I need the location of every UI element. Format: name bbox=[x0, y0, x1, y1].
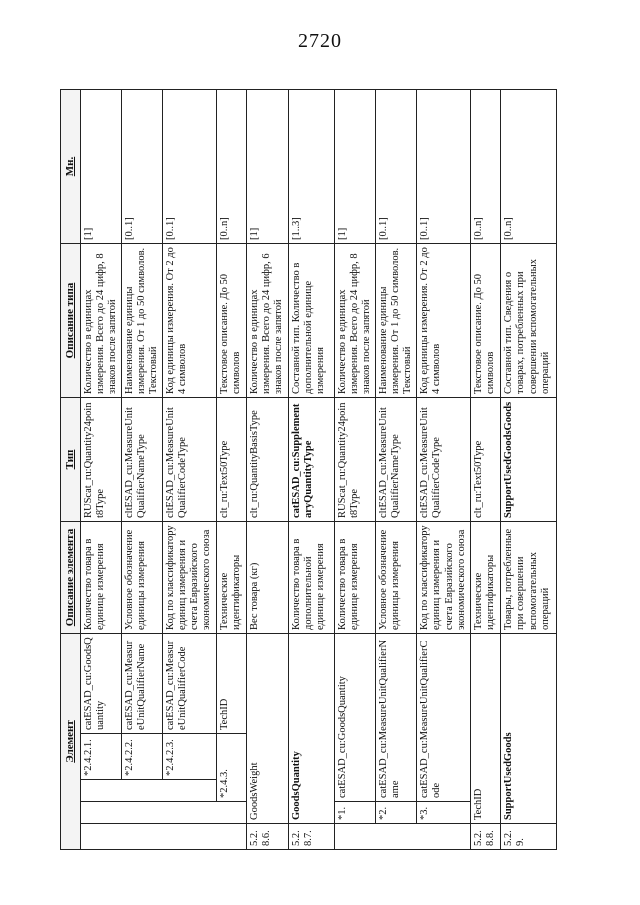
type-name: RUScat_ru:Quantity24point8Type bbox=[335, 398, 376, 522]
type-description: Наименование единицы измерения. От 1 до 50 символов. Текстовый bbox=[376, 244, 417, 398]
element-code: *1. bbox=[335, 802, 376, 824]
header-element: Элемент bbox=[61, 634, 81, 850]
type-name: clt_ru:QuantityBasisType bbox=[247, 398, 289, 522]
type-name: cltESAD_cu:MeasureUnitQualifierNameType bbox=[376, 398, 417, 522]
multiplicity: [1] bbox=[247, 90, 289, 244]
element-description: Вес товара (кг) bbox=[247, 522, 289, 634]
type-description: Количество в единицах измерения. Всего до 24 цифр, 6 знаков после запятой bbox=[247, 244, 289, 398]
element-name: catESAD_cu:MeasureUnitQualifierCode bbox=[417, 634, 471, 802]
element-code: *2.4.2.3. bbox=[163, 734, 217, 780]
element-name: catESAD_cu:MeasureUnitQualifierName bbox=[121, 634, 162, 734]
element-name: TechID bbox=[471, 634, 501, 824]
rotated-table-area bbox=[60, 90, 551, 850]
table-row bbox=[80, 90, 121, 850]
element-name: catESAD_cu:GoodsQuantity bbox=[80, 634, 121, 734]
table-row bbox=[471, 90, 501, 850]
type-description: Количество в единицах измерения. Всего до 24 цифр, 8 знаков после запятой bbox=[335, 244, 376, 398]
element-description: Условное обозначение единицы измерения bbox=[376, 522, 417, 634]
type-name: catESAD_cu:SupplementaryQuantityType bbox=[289, 398, 335, 522]
type-description: Составной тип. Количество в дополнительной единице измерения bbox=[289, 244, 335, 398]
table-row bbox=[217, 90, 247, 850]
element-name: GoodsWeight bbox=[247, 634, 289, 824]
type-description: Текстовое описание. До 50 символов bbox=[217, 244, 247, 398]
element-code: *2.4.2.2. bbox=[121, 734, 162, 780]
element-description: Условное обозначение единицы измерения bbox=[121, 522, 162, 634]
type-name: clt_ru:Text50Type bbox=[471, 398, 501, 522]
table-row bbox=[376, 90, 417, 850]
table-row bbox=[501, 90, 557, 850]
type-description: Составной тип. Сведения о товарах, потребленных при совершении вспомогательных операций bbox=[501, 244, 557, 398]
type-description: Наименование единицы измерения. От 1 до 50 символов. Текстовый bbox=[121, 244, 162, 398]
multiplicity: [0..1] bbox=[163, 90, 217, 244]
element-description: Количество товара в единице измерения bbox=[80, 522, 121, 634]
element-name: catESAD_cu:MeasureUnitQualifierCode bbox=[163, 634, 217, 734]
multiplicity: [0..n] bbox=[501, 90, 557, 244]
element-code: 5.2.8.7. bbox=[289, 824, 335, 850]
element-code: *3. bbox=[417, 802, 471, 824]
element-name: TechID bbox=[217, 634, 247, 734]
element-code: *2.4.2.1. bbox=[80, 734, 121, 780]
table-row bbox=[417, 90, 471, 850]
type-name: clt_ru:Text50Type bbox=[217, 398, 247, 522]
element-code: *2.4.3. bbox=[217, 734, 247, 802]
multiplicity: [0..1] bbox=[121, 90, 162, 244]
type-name: cltESAD_cu:MeasureUnitQualifierNameType bbox=[121, 398, 162, 522]
element-name: SupportUsedGoods bbox=[501, 634, 557, 824]
element-name: catESAD_cu:GoodsQuantity bbox=[335, 634, 376, 802]
multiplicity: [0..n] bbox=[217, 90, 247, 244]
table-row bbox=[121, 90, 162, 850]
header-multiplicity: Мн. bbox=[61, 90, 81, 244]
table-row bbox=[247, 90, 289, 850]
header-element-description: Описание элемента bbox=[61, 522, 81, 634]
element-code: 5.2.9. bbox=[501, 824, 557, 850]
type-name: RUScat_ru:Quantity24point8Type bbox=[80, 398, 121, 522]
element-description: Код по классификатору единиц измерения и счета Евразийского экономического союза bbox=[417, 522, 471, 634]
type-description: Количество в единицах измерения. Всего до 24 цифр, 8 знаков после запятой bbox=[80, 244, 121, 398]
element-name: catESAD_cu:MeasureUnitQualifierName bbox=[376, 634, 417, 802]
element-spec-table bbox=[60, 89, 557, 850]
element-description: Код по классификатору единиц измерения и счета Евразийского экономического союза bbox=[163, 522, 217, 634]
table-row bbox=[335, 90, 376, 850]
multiplicity: [0..1] bbox=[417, 90, 471, 244]
table-header-row bbox=[61, 90, 81, 850]
element-description: Количество товара в дополнительной единице измерения bbox=[289, 522, 335, 634]
header-type: Тип bbox=[61, 398, 81, 522]
element-description: Количество товара в единице измерения bbox=[335, 522, 376, 634]
type-name: cltESAD_cu:MeasureUnitQualifierCodeType bbox=[163, 398, 217, 522]
multiplicity: [1..3] bbox=[289, 90, 335, 244]
type-description: Текстовое описание. До 50 символов bbox=[471, 244, 501, 398]
type-description: Код единицы измерения. От 2 до 4 символов bbox=[163, 244, 217, 398]
page-number: 2720 bbox=[298, 30, 342, 52]
multiplicity: [1] bbox=[80, 90, 121, 244]
rotated-page-content bbox=[60, 90, 551, 850]
element-description: Товары, потребленные при совершении вспомогательных операций bbox=[501, 522, 557, 634]
multiplicity: [1] bbox=[335, 90, 376, 244]
type-name: cltESAD_cu:MeasureUnitQualifierCodeType bbox=[417, 398, 471, 522]
table-row bbox=[163, 90, 217, 850]
element-description: Технические идентификаторы bbox=[471, 522, 501, 634]
type-name: SupportUsedGoodsGoods bbox=[501, 398, 557, 522]
element-code: 5.2.8.8. bbox=[471, 824, 501, 850]
table-row bbox=[289, 90, 335, 850]
element-code: 5.2.8.6. bbox=[247, 824, 289, 850]
element-name: GoodsQuantity bbox=[289, 634, 335, 824]
type-description: Код единицы измерения. От 2 до 4 символов bbox=[417, 244, 471, 398]
element-code: *2. bbox=[376, 802, 417, 824]
element-description: Технические идентификаторы bbox=[217, 522, 247, 634]
multiplicity: [0..n] bbox=[471, 90, 501, 244]
multiplicity: [0..1] bbox=[376, 90, 417, 244]
header-type-description: Описание типа bbox=[61, 244, 81, 398]
